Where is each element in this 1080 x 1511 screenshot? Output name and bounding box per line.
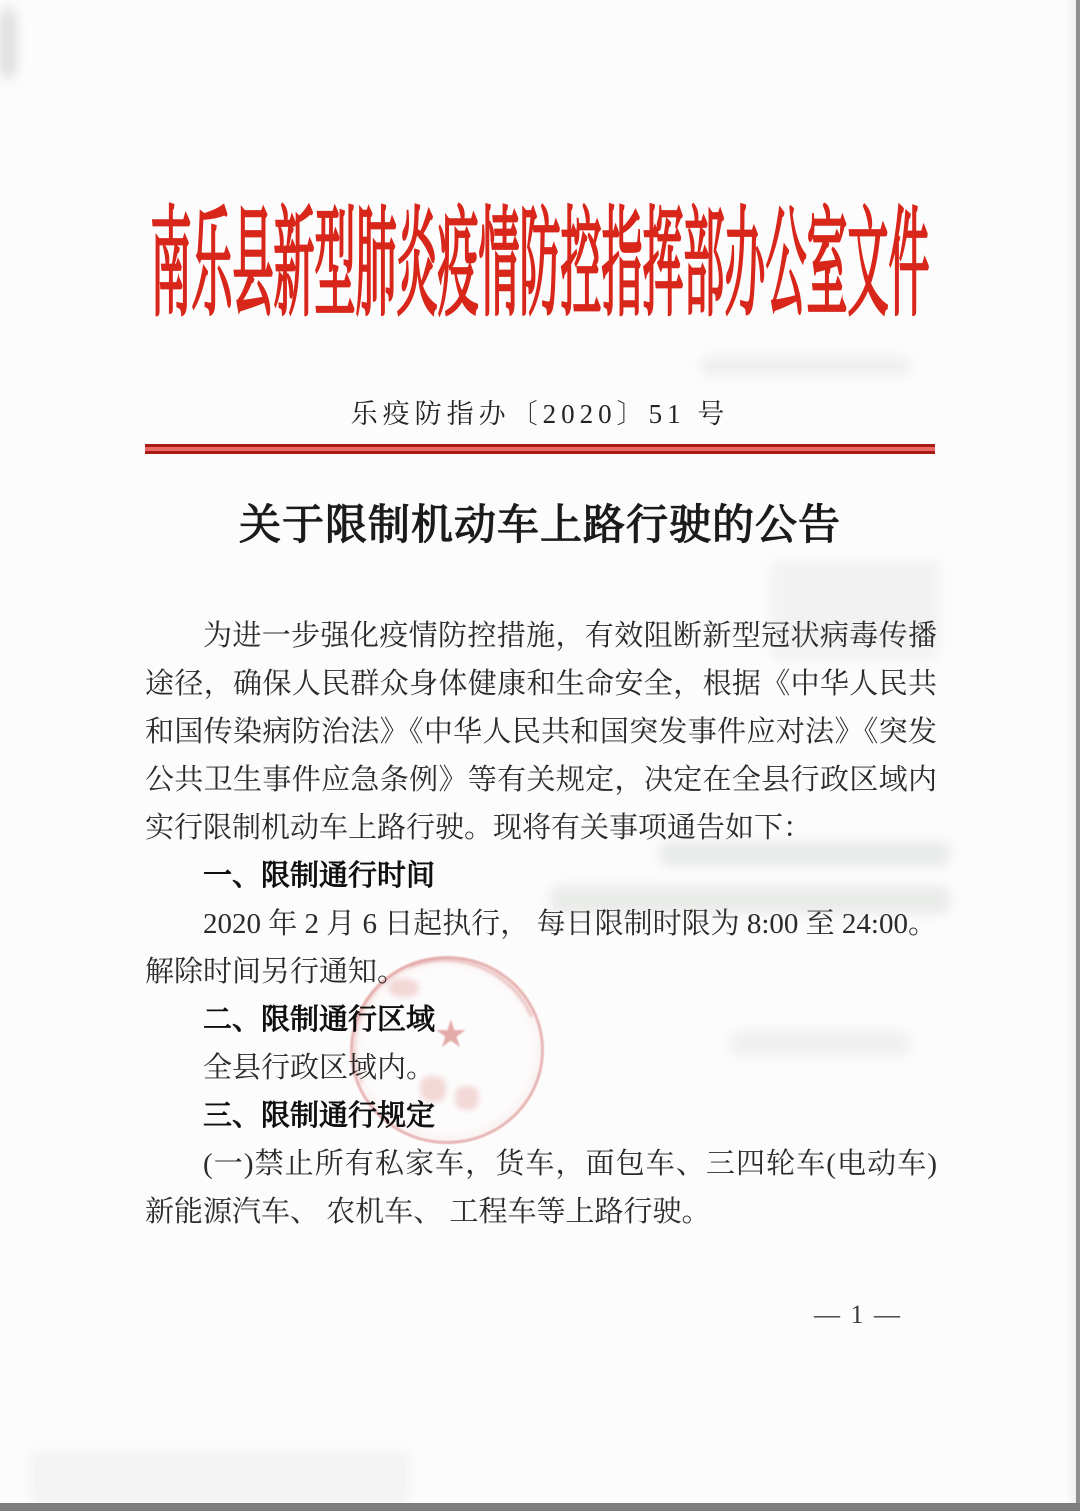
- bleedthrough-artifact: [0, 8, 16, 78]
- page-number: — 1 —: [814, 1300, 902, 1329]
- paragraph-intro: 为进一步强化疫情防控措施，有效阻断新型冠状病毒传播途径，确保人民群众身体健康和生命安全，根据《中华人民共和国传染病防治法》《中华人民共和国突发事件应对法》《突发公共卫生事件应急条例》等有关规定，决定在全县行政区域内实行限制机动车上路行驶。现将有关事项通告如下：: [145, 620, 937, 844]
- document-title: 关于限制机动车上路行驶的公告: [238, 503, 841, 549]
- scan-edge: [0, 1503, 1080, 1511]
- section-heading-1: 一、限制通行时间: [203, 860, 436, 892]
- paragraph-restriction-rules: (一)禁止所有私家车，货车，面包车、三四轮车(电动车)新能源汽车、 农机车、 工程车等上路行驶。: [145, 1148, 937, 1228]
- section-heading-3: 三、限制通行规定: [203, 1100, 436, 1132]
- section-heading-2: 二、限制通行区域: [203, 1004, 436, 1036]
- scan-edge: [1076, 0, 1080, 1511]
- letterhead: [0, 197, 1080, 331]
- star-icon: ★: [433, 1013, 468, 1056]
- scan-edge: [1066, 0, 1076, 1511]
- paragraph-restricted-area: 全县行政区域内。: [203, 1052, 436, 1084]
- bleedthrough-artifact: [30, 1450, 410, 1505]
- bleedthrough-artifact: [700, 356, 910, 376]
- document-body: [145, 612, 937, 1236]
- paragraph-effective-time: 2020 年 2 月 6 日起执行， 每日限制时限为 8:00 至 24:00。解除时间另行通知。: [145, 908, 937, 988]
- letterhead-title: 南乐县新型肺炎疫情防控指挥部办公室文件: [150, 197, 930, 331]
- red-separator-line: [145, 444, 935, 454]
- document-number: 乐疫防指办〔2020〕51 号: [350, 399, 730, 429]
